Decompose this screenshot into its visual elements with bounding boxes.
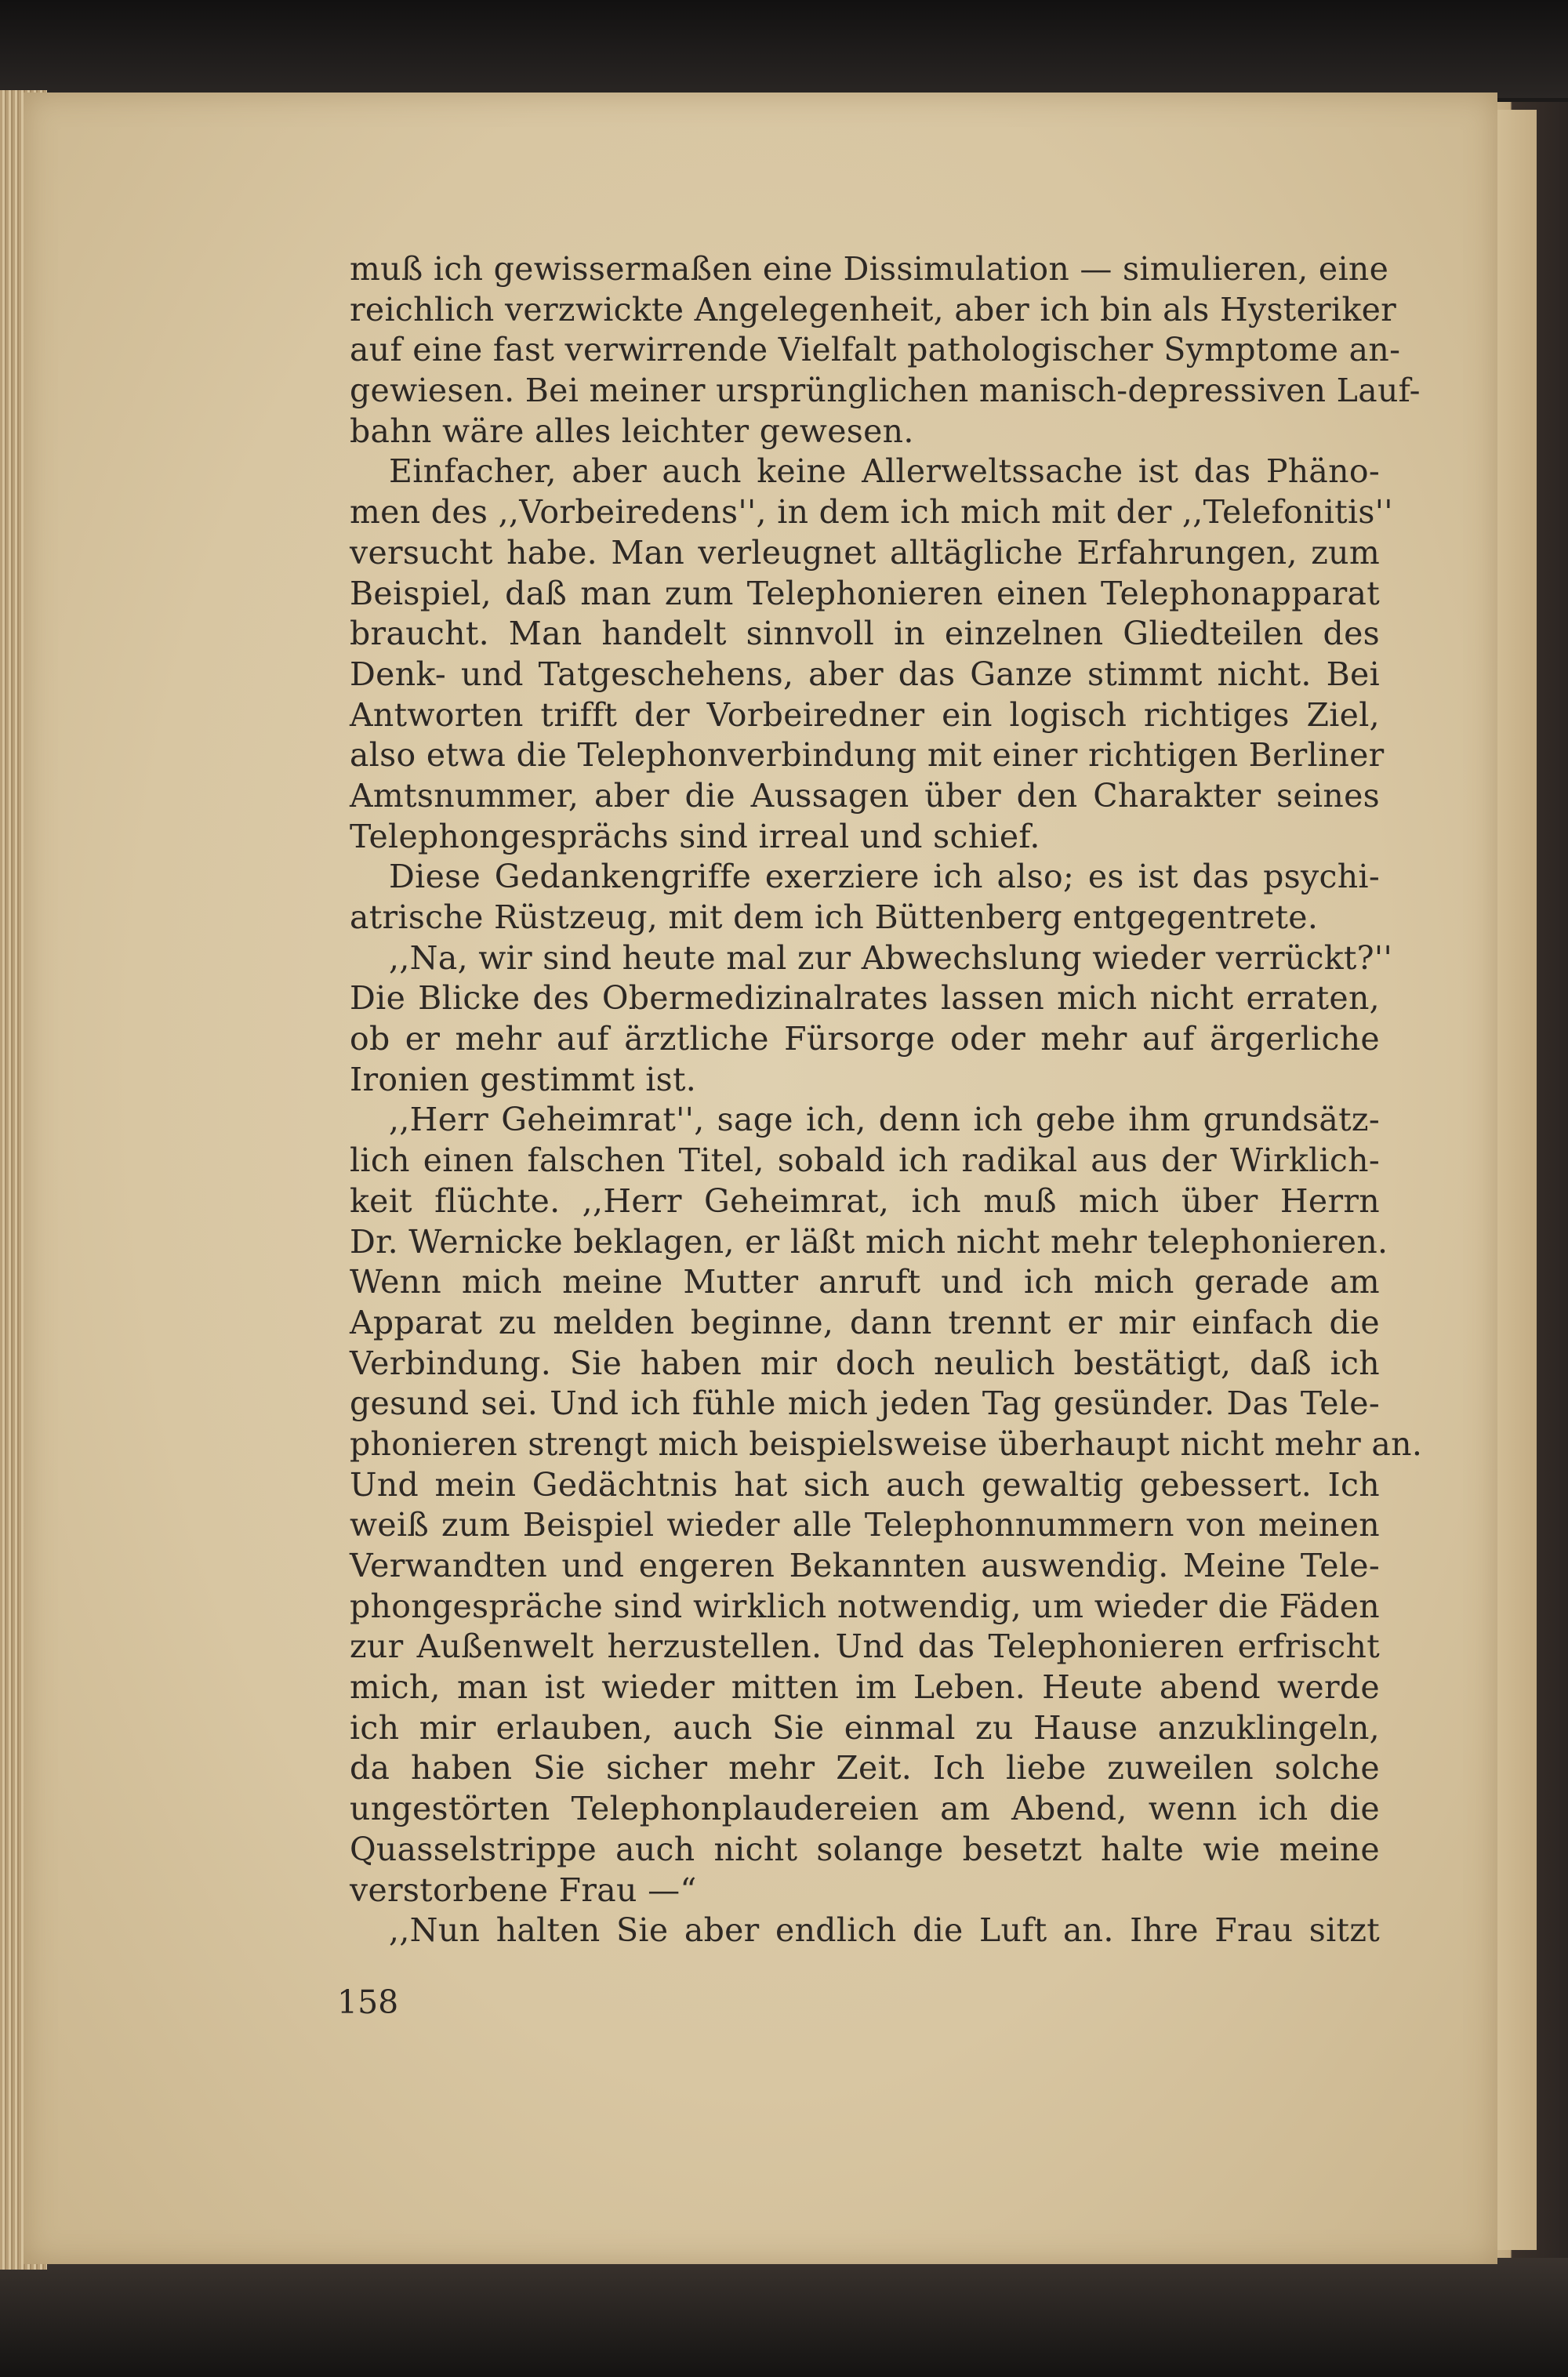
paragraph (350, 1911, 1380, 1951)
background-top (0, 0, 1568, 98)
text-line: Amtsnummer, aber die Aussagen über den Charakter seines (350, 776, 1380, 815)
paragraph (350, 1100, 1423, 1911)
facing-page (1494, 110, 1537, 2250)
page-number: 158 (337, 1983, 399, 2021)
text-line: ,,Nun halten Sie aber endlich die Luft an. Ihre Frau sitzt (389, 1911, 1380, 1950)
text-line: atrische Rüstzeug, mit dem ich Büttenberg entgegentrete. (350, 898, 1319, 936)
text-line: ,,Na, wir sind heute mal zur Abwechslung wieder verrückt?'' (389, 938, 1393, 977)
paragraph (350, 857, 1380, 938)
body-text (350, 249, 1423, 1951)
text-line: men des ,,Vorbeiredens'', in dem ich mich mit der ,,Telefonitis'' (350, 493, 1393, 532)
text-line: lich einen falschen Titel, sobald ich radikal aus der Wirklich- (350, 1141, 1380, 1180)
text-line: Die Blicke des Obermedizinalrates lassen mich nicht erraten, (350, 979, 1380, 1018)
text-line: versucht habe. Man verleugnet alltägliche Erfahrungen, zum (350, 533, 1380, 572)
text-line: mich, man ist wieder mitten im Leben. Heute abend werde (350, 1668, 1380, 1707)
text-line: keit flüchte. ,,Herr Geheimrat, ich muß mich über Herrn (350, 1181, 1380, 1220)
text-line: gewiesen. Bei meiner ursprünglichen manisch-depressiven Lauf- (350, 372, 1421, 410)
text-line: Einfacher, aber auch keine Allerweltssache ist das Phäno- (389, 452, 1380, 491)
text-line: muß ich gewissermaßen eine Dissimulation — simulieren, eine (350, 250, 1389, 288)
paragraph (350, 452, 1393, 857)
text-line: Und mein Gedächtnis hat sich auch gewaltig gebessert. Ich (350, 1465, 1380, 1504)
text-line: Denk- und Tatgeschehens, aber das Ganze stimmt nicht. Bei (350, 655, 1380, 693)
text-line: ,,Herr Geheimrat'', sage ich, denn ich gebe ihm grundsätz- (389, 1101, 1380, 1139)
text-line: Apparat zu melden beginne, dann trennt er mir einfach die (350, 1303, 1380, 1341)
text-line: Antworten trifft der Vorbeiredner ein logisch richtiges Ziel, (350, 695, 1380, 734)
paragraph (350, 938, 1393, 1101)
text-line: phonieren strengt mich beispielsweise überhaupt nicht mehr an. (350, 1424, 1423, 1463)
text-line: Verwandten und engeren Bekannten auswendig. Meine Tele- (350, 1547, 1380, 1584)
text-line: braucht. Man handelt sinnvoll in einzelnen Gliedteilen des (350, 615, 1380, 653)
text-line: Quasselstrippe auch nicht solange besetzt halte wie meine (350, 1830, 1380, 1868)
text-line: weiß zum Beispiel wieder alle Telephonnummern von meinen (350, 1506, 1380, 1544)
text-line: Dr. Wernicke beklagen, er läßt mich nicht mehr telephonieren. (350, 1222, 1388, 1261)
text-line: also etwa die Telephonverbindung mit einer richtigen Berliner (350, 736, 1385, 775)
text-line: auf eine fast verwirrende Vielfalt pathologischer Symptome an- (350, 331, 1401, 369)
text-line: Verbindung. Sie haben mir doch neulich bestätigt, daß ich (350, 1344, 1380, 1382)
text-line: verstorbene Frau —“ (350, 1871, 697, 1909)
text-line: Telephongesprächs sind irreal und schief. (350, 817, 1040, 855)
text-line: reichlich verzwickte Angelegenheit, aber ich bin als Hysteriker (350, 290, 1397, 328)
background-bottom (0, 2258, 1568, 2377)
text-line: bahn wäre alles leichter gewesen. (350, 412, 914, 450)
text-line: Diese Gedankengriffe exerziere ich also; es ist das psychi- (389, 858, 1380, 896)
paragraph (350, 249, 1421, 452)
text-line: Ironien gestimmt ist. (350, 1060, 697, 1098)
text-line: ob er mehr auf ärztliche Fürsorge oder mehr auf ärgerliche (350, 1020, 1380, 1058)
text-line: gesund sei. Und ich fühle mich jeden Tag gesünder. Das Tele- (350, 1384, 1380, 1423)
text-line: ungestörten Telephonplaudereien am Abend, wenn ich die (350, 1790, 1380, 1828)
text-line: Wenn mich meine Mutter anruft und ich mich gerade am (350, 1263, 1380, 1301)
text-line: Beispiel, daß man zum Telephonieren einen Telephonapparat (350, 574, 1380, 612)
text-line: da haben Sie sicher mehr Zeit. Ich liebe zuweilen solche (350, 1749, 1380, 1787)
text-line: phongespräche sind wirklich notwendig, um wieder die Fäden (350, 1587, 1380, 1625)
text-line: ich mir erlauben, auch Sie einmal zu Hause anzuklingeln, (350, 1708, 1380, 1747)
text-line: zur Außenwelt herzustellen. Und das Telephonieren erfrischt (350, 1628, 1380, 1666)
